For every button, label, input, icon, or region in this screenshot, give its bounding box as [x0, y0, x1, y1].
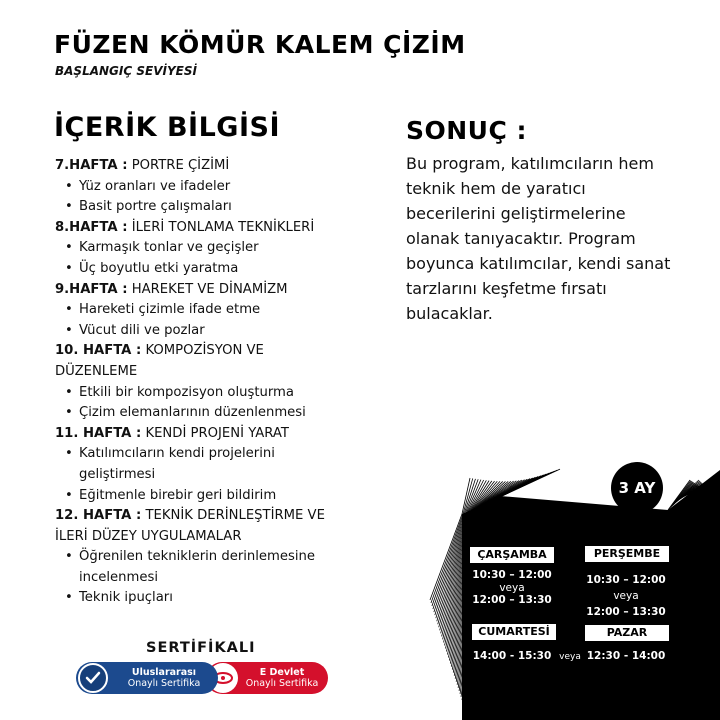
week-topic: KOMPOZİSYON VE DÜZENLEME	[55, 343, 264, 379]
schedule-wednesday-time2: 12:00 – 13:30	[472, 594, 552, 606]
certificate-title: SERTİFİKALI	[146, 640, 256, 656]
list-item: • Eğitmenle birebir geri bildirim	[55, 486, 345, 507]
list-item: • Üç boyutlu etki yaratma	[55, 259, 345, 280]
list-item: • Basit portre çalışmaları	[55, 197, 345, 218]
week-topic: TEKNİK DERİNLEŞTİRME VE İLERİ DÜZEY UYGULAMALAR	[55, 508, 325, 544]
schedule-weekend-or: veya	[559, 652, 581, 662]
checkmark-icon	[78, 663, 108, 693]
international-badge-line1: Uluslararası	[131, 667, 197, 678]
list-item: • Yüz oranları ve ifadeler	[55, 177, 345, 198]
week-label: 7.HAFTA :	[55, 158, 128, 173]
week-topic: PORTRE ÇİZİMİ	[131, 158, 230, 173]
list-item: • Etkili bir kompozisyon oluşturma	[55, 383, 345, 404]
list-item: • Hareketi çizimle ifade etme	[55, 300, 345, 321]
week-topic: İLERİ TONLAMA TEKNİKLERİ	[131, 219, 315, 235]
week-label: 11. HAFTA :	[55, 425, 142, 441]
schedule-day-wednesday: ÇARŞAMBA	[470, 547, 554, 563]
international-badge-line2: Onaylı Sertifika	[127, 678, 201, 689]
schedule-day-sunday: PAZAR	[585, 625, 669, 641]
week-topic: HAREKET VE DİNAMİZM	[131, 281, 288, 297]
result-text: Bu program, katılımcıların hem teknik hem de yaratıcı becerilerini geliştirmelerine olanak tanıyacaktır. Program boyunca katılımcılar, kendi sanat tarzlarını keşfetme fırsatı bulacaklar.	[406, 154, 671, 323]
list-item: • Katılımcıların kendi projelerini geliştirmesi	[55, 444, 345, 485]
week-label: 9.HAFTA :	[55, 281, 128, 297]
edevlet-badge-line1: E Devlet	[259, 667, 305, 678]
content-section-title: İÇERİK BİLGİSİ	[54, 112, 280, 143]
week-label: 8.HAFTA :	[55, 219, 128, 235]
schedule-thursday-time2: 12:00 – 13:30	[586, 606, 666, 618]
week-label: 10. HAFTA :	[55, 343, 142, 359]
schedule-day-thursday: PERŞEMBE	[585, 546, 669, 562]
schedule-day-saturday: CUMARTESİ	[472, 624, 556, 640]
course-title: FÜZEN KÖMÜR KALEM ÇİZİM	[54, 30, 466, 59]
list-item: • Öğrenilen tekniklerin derinlemesine incelenmesi	[55, 547, 345, 588]
schedule-thursday-time1: 10:30 – 12:00	[586, 574, 666, 586]
schedule-saturday-time: 14:00 - 15:30	[472, 650, 552, 662]
international-certificate-badge	[76, 662, 218, 694]
schedule-wednesday-or: veya	[499, 582, 525, 594]
list-item: • Karmaşık tonlar ve geçişler	[55, 238, 345, 259]
edevlet-badge-line2: Onaylı Sertifika	[245, 678, 319, 689]
list-item: • Teknik ipuçları	[55, 588, 345, 609]
schedule-wednesday-time1: 10:30 – 12:00	[472, 569, 552, 581]
edevlet-certificate-badge	[206, 662, 328, 694]
schedule-thursday-or: veya	[613, 590, 639, 602]
course-level: BAŞLANGIÇ SEVİYESİ	[55, 64, 197, 78]
schedule-sunday-time: 12:30 - 14:00	[586, 650, 666, 662]
week-label: 12. HAFTA :	[55, 508, 142, 524]
result-title: SONUÇ :	[406, 116, 528, 145]
list-item: • Çizim elemanlarının düzenlenmesi	[55, 403, 345, 424]
list-item: • Vücut dili ve pozlar	[55, 321, 345, 342]
duration-badge: 3 AY	[611, 462, 663, 514]
week-topic: KENDİ PROJENİ YARAT	[145, 425, 289, 441]
